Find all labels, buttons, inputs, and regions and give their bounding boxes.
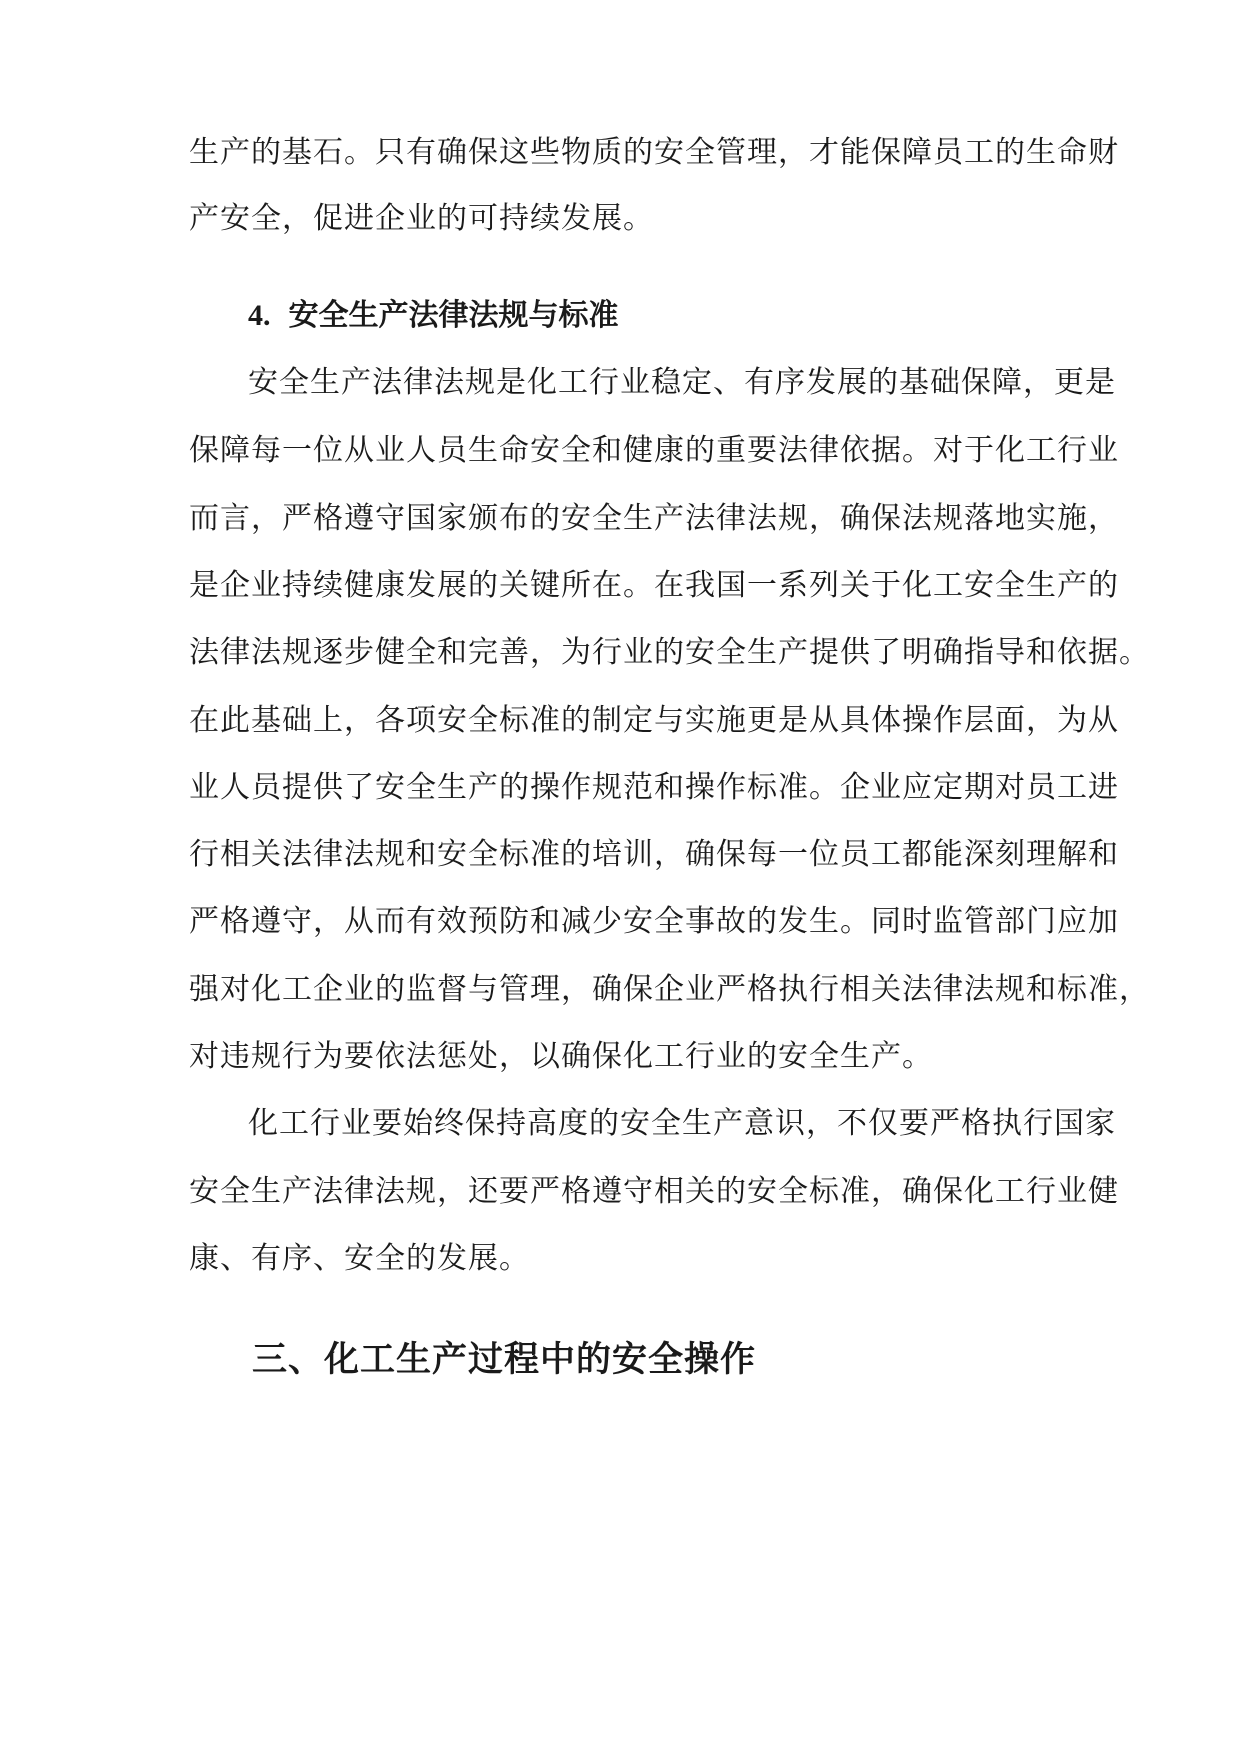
paragraph1-line-1: 安全生产法律法规是化工行业稳定、有序发展的基础保障，更是: [248, 365, 1116, 400]
paragraph1-line-7: 业人员提供了安全生产的操作规范和操作标准。企业应定期对员工进: [189, 770, 1119, 805]
paragraph1-line-11: 对违规行为要依法惩处，以确保化工行业的安全生产。: [189, 1039, 933, 1074]
paragraph1-line-6: 在此基础上，各项安全标准的制定与实施更是从具体操作层面，为从: [189, 703, 1119, 738]
section-title: 安全生产法律法规与标准: [288, 298, 619, 333]
paragraph2-line-2: 安全生产法律法规，还要严格遵守相关的安全标准，确保化工行业健: [189, 1174, 1119, 1209]
chapter-heading: 三、化工生产过程中的安全操作: [252, 1340, 757, 1380]
paragraph1-line-2: 保障每一位从业人员生命安全和健康的重要法律依据。对于化工行业: [189, 433, 1119, 468]
paragraph1-line-10: 强对化工企业的监督与管理，确保企业严格执行相关法律法规和标准，: [189, 972, 1150, 1007]
intro-line-2: 产安全，促进企业的可持续发展。: [189, 201, 654, 236]
section-heading: [248, 296, 619, 336]
paragraph2-line-3: 康、有序、安全的发展。: [189, 1241, 530, 1276]
paragraph1-line-9: 严格遵守，从而有效预防和减少安全事故的发生。同时监管部门应加: [189, 904, 1119, 939]
intro-line-1: 生产的基石。只有确保这些物质的安全管理，才能保障员工的生命财: [189, 135, 1119, 170]
paragraph1-line-4: 是企业持续健康发展的关键所在。在我国一系列关于化工安全生产的: [189, 568, 1119, 603]
paragraph1-line-5: 法律法规逐步健全和完善，为行业的安全生产提供了明确指导和依据。: [189, 635, 1150, 670]
paragraph1-line-3: 而言，严格遵守国家颁布的安全生产法律法规，确保法规落地实施，: [189, 501, 1119, 536]
paragraph1-line-8: 行相关法律法规和安全标准的培训，确保每一位员工都能深刻理解和: [189, 837, 1119, 872]
section-number: 4.: [248, 299, 271, 332]
paragraph2-line-1: 化工行业要始终保持高度的安全生产意识，不仅要严格执行国家: [248, 1106, 1116, 1141]
